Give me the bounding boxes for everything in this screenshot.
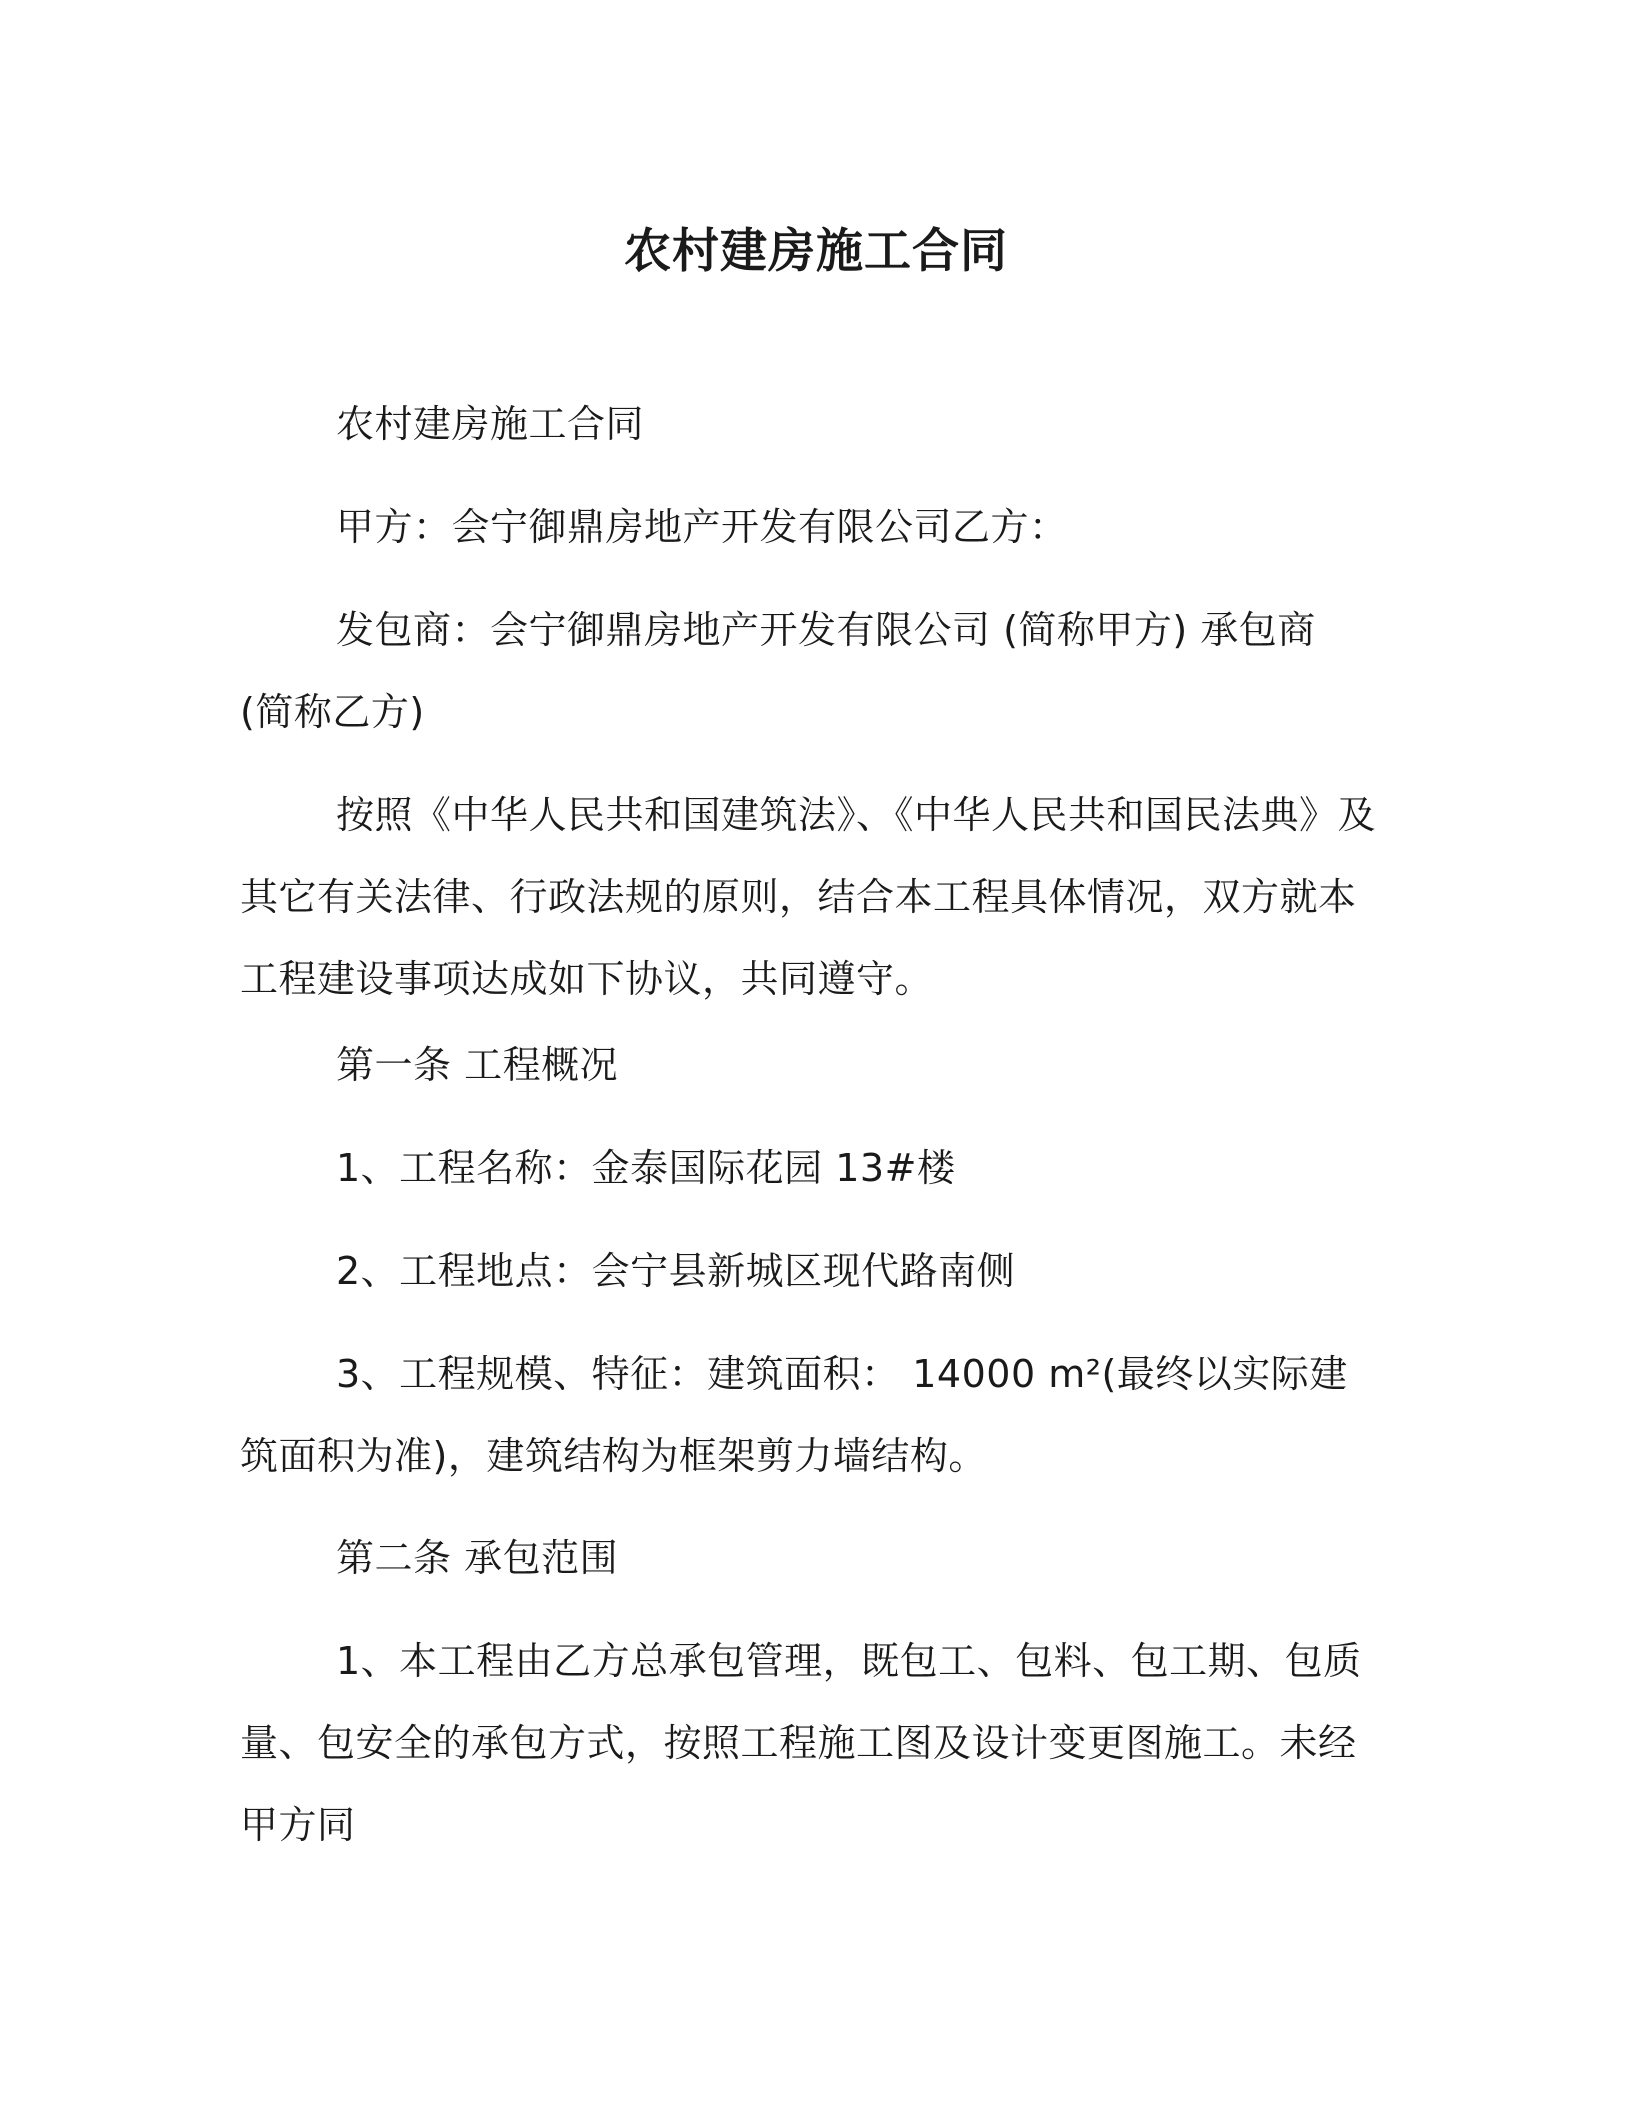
paragraph-scope: 1、本工程由乙方总承包管理，既包工、包料、包工期、包质量、包安全的承包方式，按照工程施工图及设计变更图施工。未经甲方同 <box>240 1639 1362 1847</box>
paragraph-legal-basis: 按照《中华人民共和国建筑法》、《中华人民共和国民法典》及其它有关法律、行政法规的原则，结合本工程具体情况，双方就本工程建设事项达成如下协议，共同遵守。 <box>240 793 1377 1001</box>
paragraph-article-2-heading: 第二条 承包范围 <box>336 1536 619 1580</box>
paragraph-project-name: 1、工程名称：金泰国际花园 13#楼 <box>336 1146 956 1190</box>
document-title: 农村建房施工合同 <box>624 224 1008 279</box>
paragraph-subtitle: 农村建房施工合同 <box>336 402 645 446</box>
paragraph-party-a: 甲方：会宁御鼎房地产开发有限公司乙方： <box>336 505 1068 549</box>
paragraph-project-scale: 3、工程规模、特征：建筑面积： 14000 m²(最终以实际建筑面积为准)，建筑结构为框架剪力墙结构。 <box>240 1352 1348 1478</box>
paragraph-contractor: 发包商：会宁御鼎房地产开发有限公司 (简称甲方) 承包商 (简称乙方) <box>240 608 1316 734</box>
paragraph-article-1-heading: 第一条 工程概况 <box>336 1043 619 1087</box>
paragraph-project-location: 2、工程地点：会宁县新城区现代路南侧 <box>336 1249 1016 1293</box>
